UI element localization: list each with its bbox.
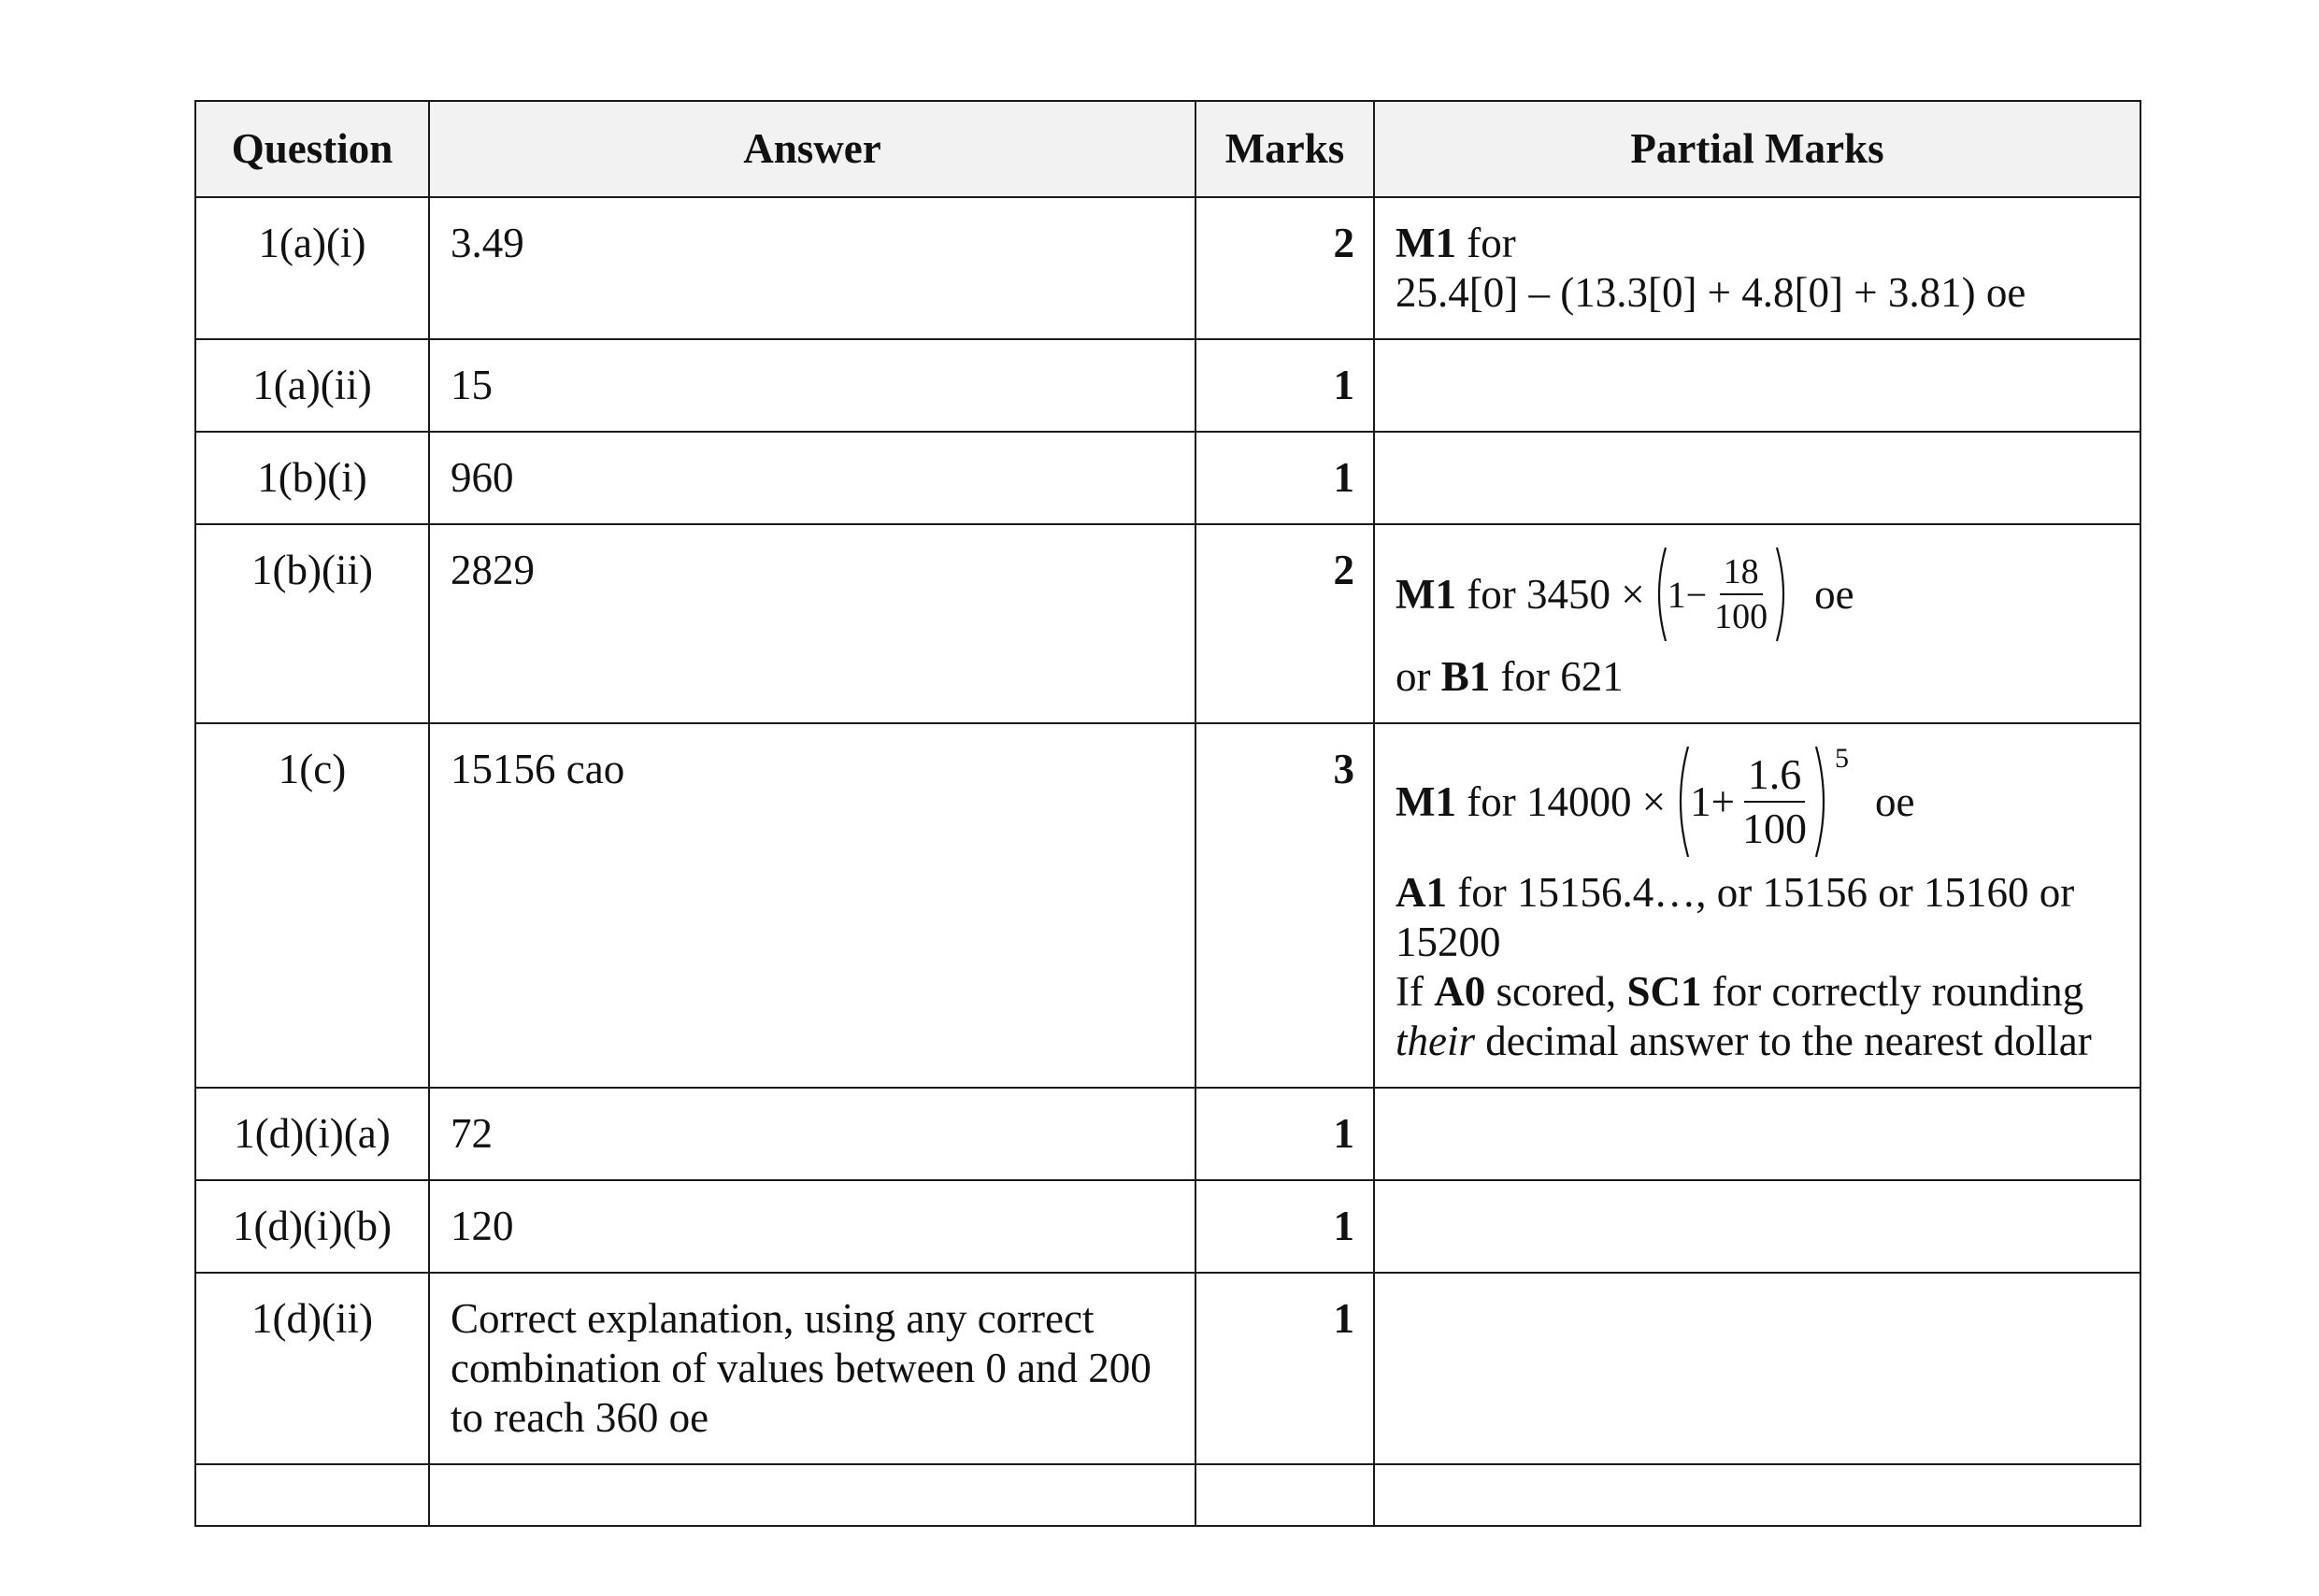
- table-row: [195, 1180, 2140, 1273]
- table-row: [195, 197, 2140, 339]
- fraction-numerator: 18: [1720, 550, 1763, 595]
- table-row: [195, 723, 2140, 1088]
- table-row: [195, 524, 2140, 723]
- question-cell: 1(d)(i)(b): [195, 1180, 429, 1273]
- question-cell: 1(d)(ii): [195, 1273, 429, 1464]
- partial-marks-cell: [1374, 1464, 2140, 1526]
- table-row: [195, 339, 2140, 432]
- answer-cell: 960: [429, 432, 1195, 524]
- answer-cell: 72: [429, 1088, 1195, 1180]
- marks-cell: 3: [1195, 723, 1374, 1088]
- partial-text: 25.4[0] – (13.3[0] + 4.8[0] + 3.81) oe: [1396, 269, 2026, 316]
- marks-cell: 1: [1195, 1180, 1374, 1273]
- partial-marks-cell: [1374, 432, 2140, 524]
- emphasis-text: their: [1396, 1018, 1475, 1064]
- partial-text: for 14000 ×: [1455, 777, 1667, 825]
- marks-cell: 2: [1195, 197, 1374, 339]
- mark-code: M1: [1396, 777, 1456, 825]
- formula: [1396, 745, 2119, 859]
- partial-text: for 15156.4…, or 15156 or 15160 or 15200: [1396, 869, 2075, 965]
- fraction: [1711, 550, 1771, 638]
- mark-code: A1: [1396, 869, 1447, 916]
- answer-cell: [429, 1464, 1195, 1526]
- partial-text: oe: [1874, 777, 1915, 825]
- marks-cell: 1: [1195, 1273, 1374, 1464]
- bracket-group: [1651, 546, 1793, 643]
- mark-code: SC1: [1626, 968, 1702, 1015]
- bracket-group: [1671, 745, 1849, 859]
- question-cell: 1(b)(i): [195, 432, 429, 524]
- question-cell: 1(b)(ii): [195, 524, 429, 723]
- fraction: [1739, 748, 1811, 855]
- table-row-continuation: [195, 1464, 2140, 1526]
- column-header-question: Question: [195, 101, 429, 197]
- partial-marks-cell: [1374, 723, 2140, 1088]
- partial-text: oe: [1814, 570, 1854, 618]
- marks-cell: [1195, 1464, 1374, 1526]
- table-header-row: [195, 101, 2140, 197]
- mark-scheme-table: [194, 100, 2141, 1527]
- column-header-partial-marks: Partial Marks: [1374, 101, 2140, 197]
- question-cell: 1(a)(ii): [195, 339, 429, 432]
- partial-text: for 621: [1490, 653, 1624, 700]
- table-row: [195, 432, 2140, 524]
- partial-marks-cell: [1374, 1273, 2140, 1464]
- partial-marks-cell: [1374, 197, 2140, 339]
- partial-text: If: [1396, 968, 1435, 1015]
- exponent: 5: [1834, 743, 1849, 774]
- mark-code: M1: [1396, 220, 1456, 266]
- fraction-denominator: 100: [1741, 805, 1807, 852]
- table-row: [195, 1273, 2140, 1464]
- question-cell: [195, 1464, 429, 1526]
- bracket-lead: 1+: [1690, 777, 1735, 825]
- question-cell: 1(d)(i)(a): [195, 1088, 429, 1180]
- partial-text: for 3450 ×: [1455, 570, 1645, 618]
- fraction-denominator: 100: [1714, 597, 1768, 636]
- answer-cell: 15: [429, 339, 1195, 432]
- left-paren-icon: [1671, 745, 1690, 859]
- marks-cell: 1: [1195, 1088, 1374, 1180]
- marks-cell: 1: [1195, 339, 1374, 432]
- partial-text: or: [1396, 653, 1441, 700]
- mark-code: B1: [1440, 653, 1491, 700]
- partial-text: for correctly rounding: [1701, 968, 2084, 1015]
- fraction-numerator: 1.6: [1744, 748, 1806, 803]
- partial-text: decimal answer to the nearest dollar: [1475, 1018, 2092, 1064]
- marks-cell: 2: [1195, 524, 1374, 723]
- partial-text: scored,: [1485, 968, 1627, 1015]
- table-row: [195, 1088, 2140, 1180]
- answer-cell: 15156 cao: [429, 723, 1195, 1088]
- left-paren-icon: [1651, 546, 1668, 643]
- partial-marks-cell: [1374, 524, 2140, 723]
- question-cell: 1(a)(i): [195, 197, 429, 339]
- partial-text: for: [1455, 220, 1516, 266]
- partial-marks-cell: [1374, 339, 2140, 432]
- right-paren-icon: [1814, 745, 1833, 859]
- answer-cell: 120: [429, 1180, 1195, 1273]
- right-paren-icon: [1775, 546, 1792, 643]
- column-header-marks: Marks: [1195, 101, 1374, 197]
- answer-cell: 2829: [429, 524, 1195, 723]
- mark-code: A0: [1434, 968, 1486, 1015]
- bracket-lead: 1−: [1667, 573, 1708, 616]
- question-cell: 1(c): [195, 723, 429, 1088]
- partial-marks-cell: [1374, 1088, 2140, 1180]
- partial-marks-cell: [1374, 1180, 2140, 1273]
- marks-cell: 1: [1195, 432, 1374, 524]
- formula: [1396, 546, 2119, 643]
- answer-cell: 3.49: [429, 197, 1195, 339]
- mark-code: M1: [1396, 570, 1456, 618]
- column-header-answer: Answer: [429, 101, 1195, 197]
- answer-cell: Correct explanation, using any correct combination of values between 0 and 200 to reach 360 oe: [429, 1273, 1195, 1464]
